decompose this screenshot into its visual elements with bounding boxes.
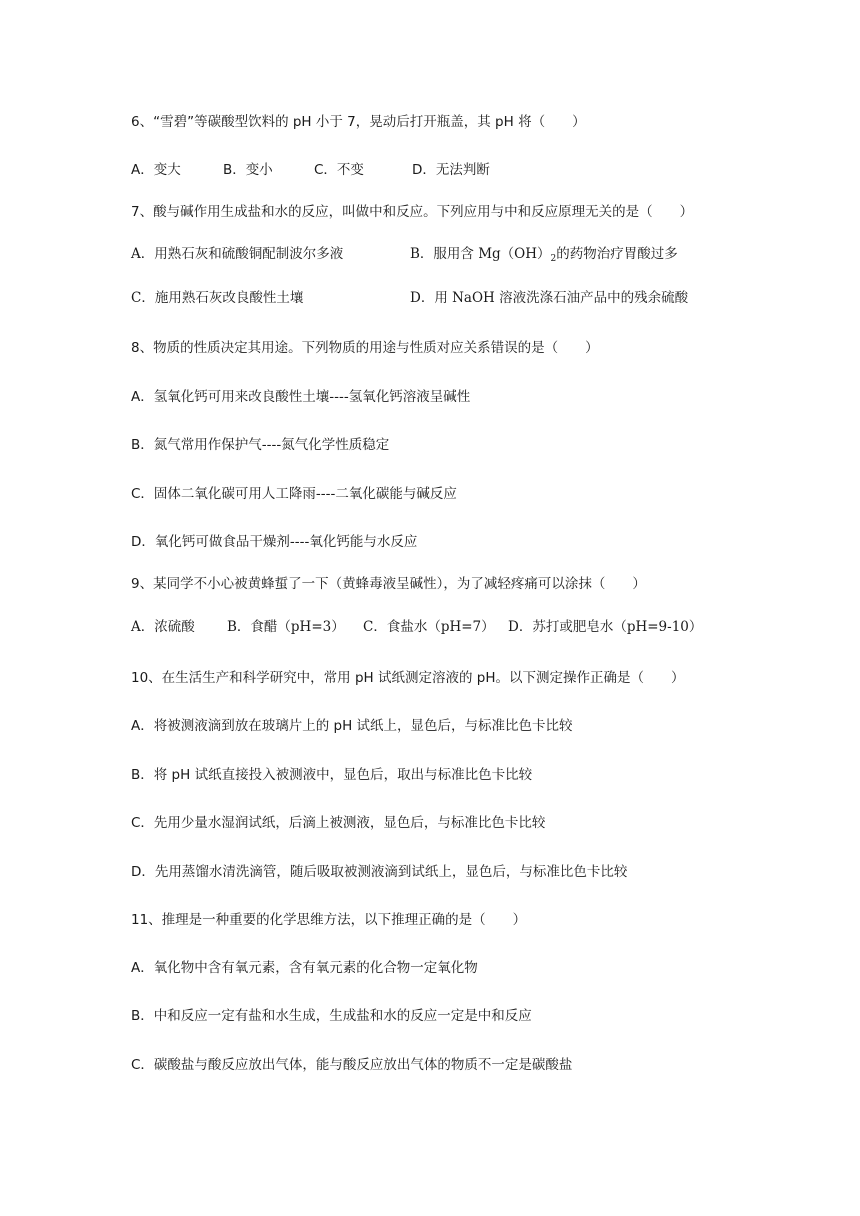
option-b: B．食醋（pH=3）: [227, 619, 345, 635]
question-10-option-a: A．将被测液滴到放在玻璃片上的 pH 试纸上，显色后，与标准比色卡比较: [131, 718, 573, 734]
question-9-stem: 9、某同学不小心被黄蜂蜇了一下（黄蜂毒液呈碱性），为了减轻疼痛可以涂抹（ ）: [131, 576, 646, 592]
question-10-option-b: B．将 pH 试纸直接投入被测液中，显色后，取出与标准比色卡比较: [131, 767, 533, 783]
question-8-option-c: C．固体二氧化碳可用人工降雨----二氧化碳能与碱反应: [131, 486, 457, 502]
subscript: 2: [550, 254, 557, 264]
question-11-option-a: A．氧化物中含有氧元素，含有氧元素的化合物一定氧化物: [131, 960, 478, 976]
question-7-option-a: A．用熟石灰和硫酸铜配制波尔多液: [131, 246, 344, 262]
option-d: D．无法判断: [412, 162, 490, 178]
option-c: C．食盐水（pH=7）: [363, 619, 495, 635]
question-11-option-c: C．碳酸盐与酸反应放出气体，能与酸反应放出气体的物质不一定是碳酸盐: [131, 1057, 573, 1073]
option-b-text-end: 的药物治疗胃酸过多: [556, 246, 678, 262]
question-8-option-b: B．氮气常用作保护气----氮气化学性质稳定: [131, 437, 390, 453]
question-7-option-c: C．施用熟石灰改良酸性土壤: [131, 290, 304, 306]
question-6-options: [131, 160, 490, 180]
option-b: B．变小: [223, 162, 273, 178]
question-10-stem: 10、在生活生产和科学研究中，常用 pH 试纸测定溶液的 pH。以下测定操作正确是（ ）: [131, 670, 685, 686]
option-d: D．苏打或肥皂水（pH=9-10）: [508, 619, 703, 635]
question-10-option-d: D．先用蒸馏水清洗滴管，随后吸取被测液滴到试纸上，显色后，与标准比色卡比较: [131, 864, 628, 880]
question-7-option-d: D．用 NaOH 溶液洗涤石油产品中的残余硫酸: [410, 290, 689, 306]
question-8-option-d: D．氧化钙可做食品干燥剂----氧化钙能与水反应: [131, 534, 418, 550]
question-11-option-b: B．中和反应一定有盐和水生成，生成盐和水的反应一定是中和反应: [131, 1008, 532, 1024]
question-8-stem: 8、物质的性质决定其用途。下列物质的用途与性质对应关系错误的是（ ）: [131, 340, 599, 356]
question-10-option-c: C．先用少量水湿润试纸，后滴上被测液，显色后，与标准比色卡比较: [131, 815, 546, 831]
option-b-text: B．服用含 Mg（OH）: [410, 246, 551, 262]
option-c: C．不变: [314, 162, 364, 178]
question-11-stem: 11、推理是一种重要的化学思维方法，以下推理正确的是（ ）: [131, 912, 527, 928]
question-7-stem: 7、酸与碱作用生成盐和水的反应，叫做中和反应。下列应用与中和反应原理无关的是（ ）: [131, 204, 694, 220]
question-7-option-b: [410, 244, 678, 269]
option-a: A．浓硫酸: [131, 619, 195, 635]
option-a: A．变大: [131, 162, 181, 178]
question-6-stem: 6、“雪碧”等碳酸型饮料的 pH 小于 7，晃动后打开瓶盖，其 pH 将（ ）: [131, 114, 586, 130]
question-9-options: [131, 617, 703, 637]
question-8-option-a: A．氢氧化钙可用来改良酸性土壤----氢氧化钙溶液呈碱性: [131, 389, 471, 405]
